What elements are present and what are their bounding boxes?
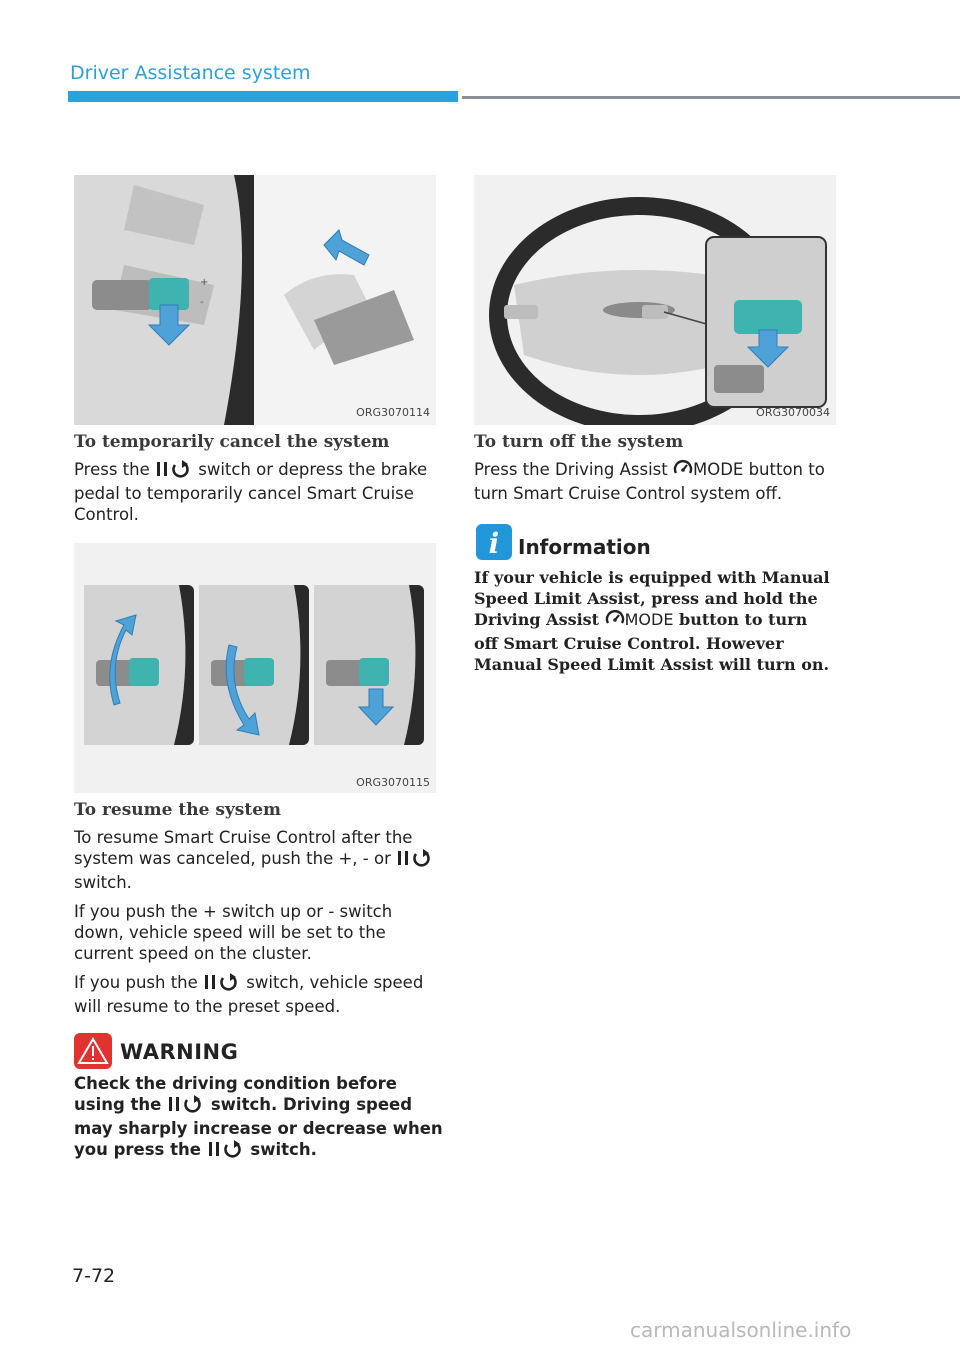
warning-icon (74, 1033, 112, 1073)
text: If you push the (74, 973, 204, 992)
cruise-resume-icon (167, 1095, 205, 1118)
watermark: carmanualsonline.info (630, 1318, 852, 1342)
text: button to turn Smart Cruise Control system off. (474, 460, 825, 503)
warning-text (74, 1073, 446, 1163)
figure-resume-system (74, 543, 436, 793)
header-rule-accent (68, 91, 458, 102)
section-heading: To temporarily cancel the system (74, 432, 390, 452)
text: Press the (74, 460, 155, 479)
text: switch. (244, 1140, 317, 1159)
figure-code: ORG3070114 (356, 406, 430, 419)
mode-label: MODE (692, 460, 744, 479)
cruise-resume-icon (203, 973, 241, 996)
svg-text:+: + (200, 277, 209, 288)
figure-code: ORG3070115 (356, 776, 430, 789)
figure-code: ORG3070034 (756, 406, 830, 419)
figure-resume-illustration (74, 543, 436, 793)
driving-assist-icon (605, 610, 625, 633)
page-number: 7-72 (72, 1265, 116, 1287)
figure-cancel-system (74, 175, 436, 425)
text: switch, vehicle speed will resume to the preset speed. (74, 973, 424, 1016)
header-title: Driver Assistance system (70, 62, 311, 84)
section-text (74, 459, 446, 533)
section-text (474, 459, 834, 512)
text: To resume Smart Cruise Control after the system was canceled, push the +, - or (74, 828, 413, 868)
svg-text:i: i (488, 527, 500, 560)
driving-assist-icon (673, 460, 693, 483)
warning-title: WARNING (120, 1040, 239, 1064)
text: switch. Driving speed may sharply increase or decrease when you press the (74, 1095, 443, 1159)
text: Check the driving condition before using the (74, 1074, 397, 1114)
cruise-resume-icon (396, 849, 434, 872)
section-heading: To resume the system (74, 800, 282, 820)
mode-label: MODE (624, 610, 674, 629)
figure-turn-off-system (474, 175, 836, 425)
text: switch. (74, 873, 132, 892)
svg-text:-: - (200, 297, 204, 308)
section-text (74, 827, 446, 1025)
paragraph: If you push the + switch up or - switch down, vehicle speed will be set to the current speed on the cluster. (74, 902, 393, 963)
cruise-resume-icon (155, 460, 193, 483)
info-icon (476, 524, 512, 564)
figure-turn-off-illustration (474, 175, 836, 425)
text: button to turn off Smart Cruise Control. However Manual Speed Limit Assist will turn on. (474, 610, 830, 674)
text: switch or depress the brake pedal to temporarily cancel Smart Cruise Control. (74, 460, 428, 524)
information-text (474, 567, 834, 675)
header-rule (462, 96, 960, 99)
cruise-resume-icon (207, 1140, 245, 1163)
text: If your vehicle is equipped with Manual Speed Limit Assist, press and hold the Driving Assist (474, 568, 830, 629)
section-heading: To turn off the system (474, 432, 684, 452)
information-title: Information (518, 535, 651, 559)
figure-cancel-illustration (74, 175, 436, 425)
text: Press the Driving Assist (474, 460, 673, 479)
